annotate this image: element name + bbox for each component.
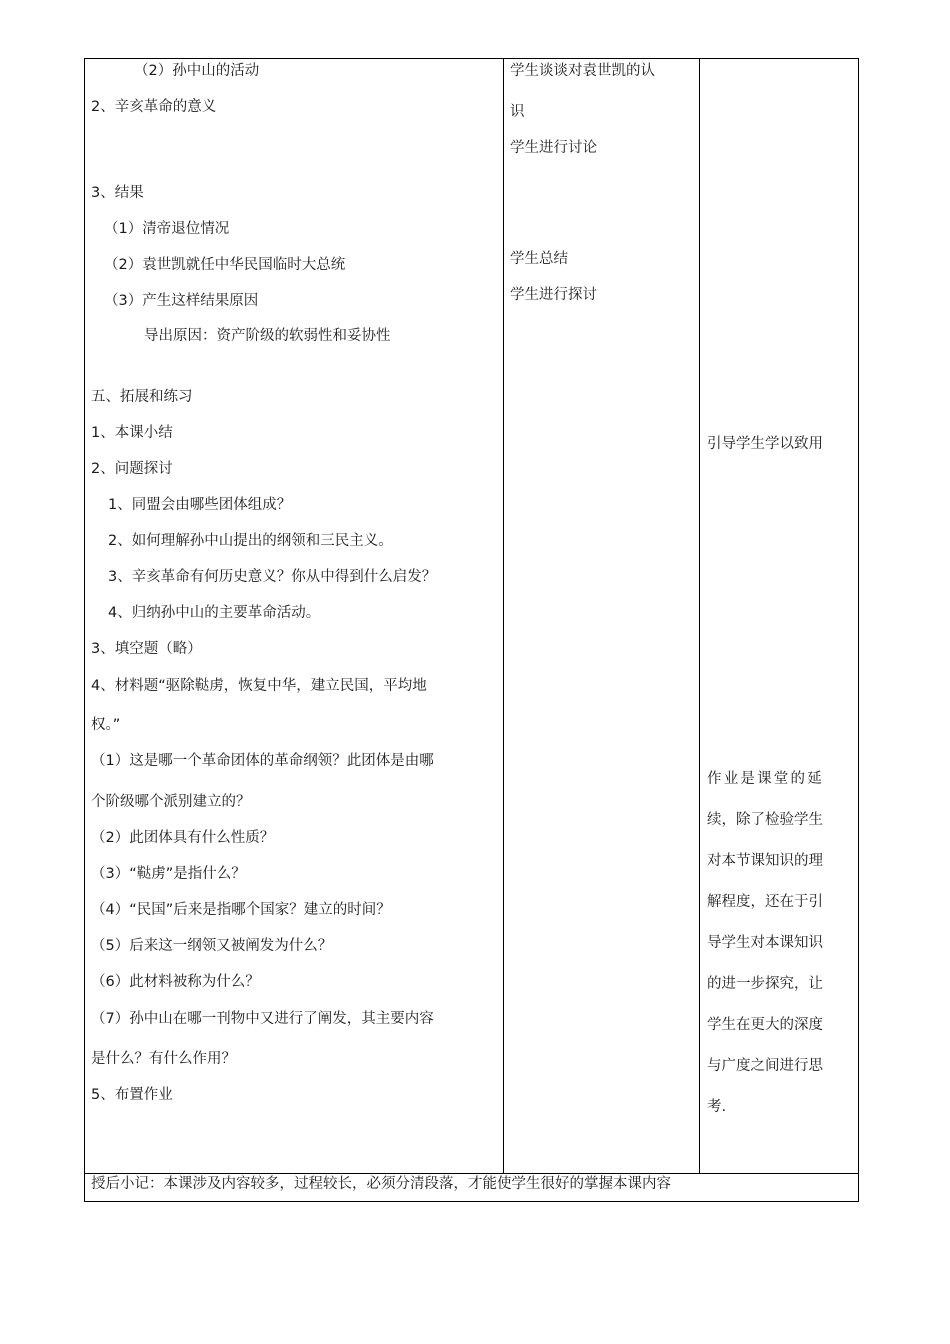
content-line: 5、布置作业: [91, 1087, 173, 1103]
activity-line: 学生总结: [510, 251, 568, 267]
section-heading: 五、拓展和练习: [91, 389, 193, 405]
activity-line: 学生进行探讨: [510, 287, 597, 303]
column-divider: [503, 59, 504, 1173]
question-line: 1、同盟会由哪些团体组成？: [108, 497, 292, 513]
intent-line: 续，除了检验学生: [707, 812, 823, 828]
content-line: （1）清帝退位情况: [104, 221, 230, 237]
question-line: 4、归纳孙中山的主要革命活动。: [108, 605, 321, 621]
activity-line: 识: [510, 104, 525, 120]
content-line: （2）孙中山的活动: [134, 63, 260, 79]
content-line: 3、填空题（略）: [91, 641, 202, 657]
question-line: 3、辛亥革命有何历史意义？你从中得到什么启发？: [108, 569, 437, 585]
question-line: （3）“鞑虏”是指什么？: [91, 866, 246, 882]
content-line: （3）产生这样结果原因: [104, 293, 259, 309]
intent-line: 的进一步探究，让: [707, 976, 823, 992]
question-line: 是什么？有什么作用？: [91, 1051, 236, 1067]
question-line: （2）此团体具有什么性质？: [91, 830, 275, 846]
intent-line: 与广度之间进行思: [707, 1058, 823, 1074]
question-line: （4）“民国”后来是指哪个国家？建立的时间？: [91, 902, 391, 918]
intent-line: 对本节课知识的理: [707, 853, 823, 869]
question-line: （1）这是哪一个革命团体的革命纲领？此团体是由哪: [91, 753, 434, 769]
content-line: 1、本课小结: [91, 425, 173, 441]
activity-line: 学生谈谈对袁世凯的认: [510, 63, 655, 79]
intent-line: 导学生对本课知识: [707, 935, 823, 951]
content-line: 权。”: [91, 717, 121, 733]
content-line: 2、辛亥革命的意义: [91, 99, 217, 115]
content-line: 4、材料题“驱除鞑虏，恢复中华，建立民国，平均地: [91, 678, 427, 694]
intent-line: 作业是课堂的延: [707, 771, 824, 787]
question-line: 2、如何理解孙中山提出的纲领和三民主义。: [108, 533, 393, 549]
column-divider: [699, 59, 700, 1173]
question-line: 个阶级哪个派别建立的？: [91, 794, 251, 810]
intent-line: 引导学生学以致用: [707, 436, 823, 452]
question-line: （6）此材料被称为什么？: [91, 974, 260, 990]
intent-line: 考.: [707, 1099, 727, 1115]
content-line: 导出原因：资产阶级的软弱性和妥协性: [144, 328, 391, 344]
content-line: 3、结果: [91, 185, 144, 201]
content-line: 2、问题探讨: [91, 461, 173, 477]
intent-line: 学生在更大的深度: [707, 1017, 823, 1033]
intent-line: 解程度，还在于引: [707, 894, 823, 910]
post-lesson-note: 授后小记：本课涉及内容较多，过程较长，必须分清段落，才能使学生很好的掌握本课内容: [91, 1176, 671, 1192]
question-line: （5）后来这一纲领又被阐发为什么？: [91, 938, 333, 954]
question-line: （7）孙中山在哪一刊物中又进行了阐发，其主要内容: [91, 1011, 434, 1027]
content-line: （2）袁世凯就任中华民国临时大总统: [104, 257, 346, 273]
activity-line: 学生进行讨论: [510, 140, 597, 156]
